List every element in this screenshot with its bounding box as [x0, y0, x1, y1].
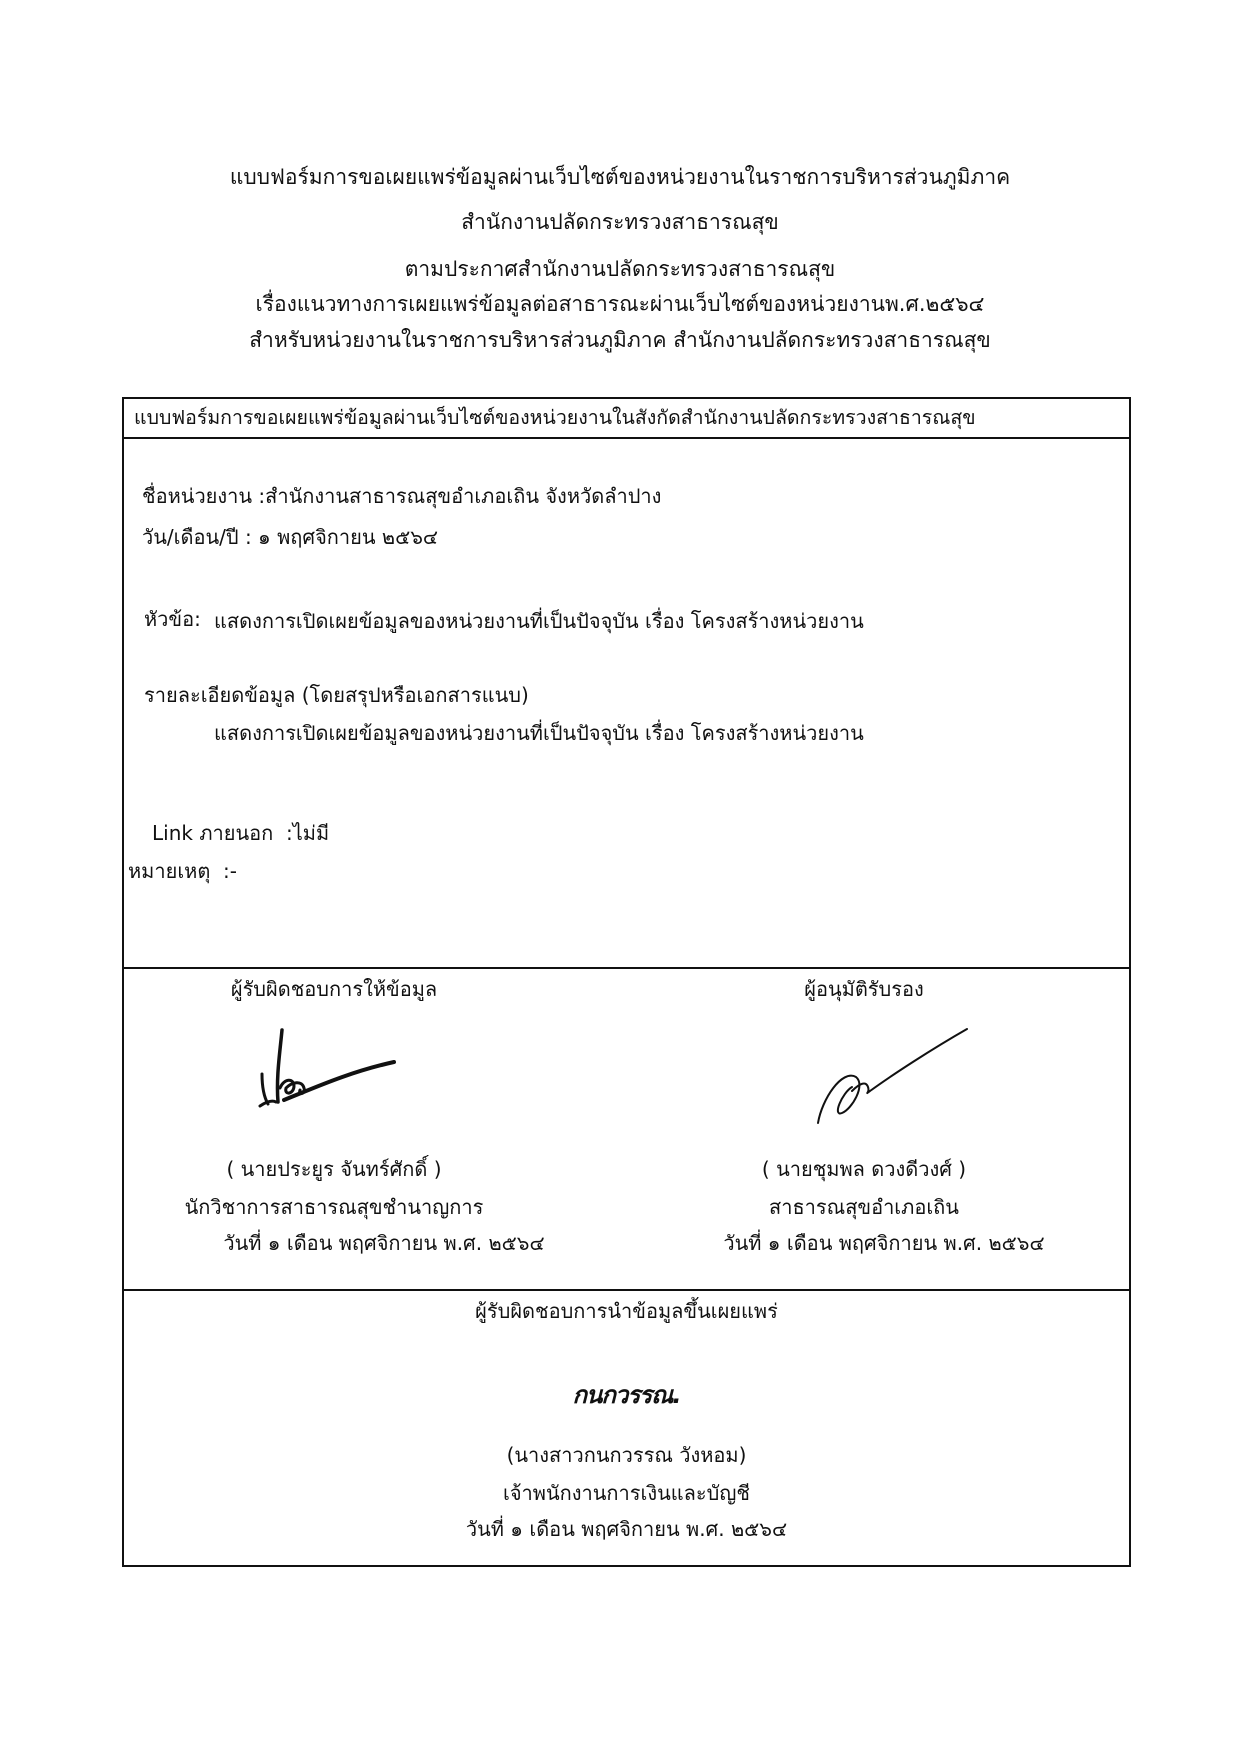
publisher-section	[124, 1289, 1129, 1565]
request-form	[122, 397, 1131, 1567]
signature-section	[124, 967, 1129, 1291]
bottom-signer-position: เจ้าพนักงานการเงินและบัญชี	[503, 1481, 750, 1505]
bottom-signer-date: วันที่ ๑ เดือน พฤศจิกายน พ.ศ. ๒๕๖๔	[465, 1517, 788, 1541]
topic-value: แสดงการเปิดเผยข้อมูลของหน่วยงานที่เป็นปัจจุบัน เรื่อง โครงสร้างหน่วยงาน	[214, 609, 864, 633]
right-signature	[812, 1019, 972, 1133]
right-signer-date: วันที่ ๑ เดือน พฤศจิกายน พ.ศ. ๒๕๖๔	[723, 1231, 1045, 1255]
left-signature	[254, 1022, 404, 1126]
header-line-5: สำหรับหน่วยงานในราชการบริหารส่วนภูมิภาค สำนักงานปลัดกระทรวงสาธารณสุข	[249, 328, 991, 352]
date-value: ๑ พฤศจิกายน ๒๕๖๔	[258, 525, 439, 549]
note-value: :-	[223, 859, 238, 883]
detail-label: รายละเอียดข้อมูล (โดยสรุปหรือเอกสารแนบ)	[144, 683, 529, 707]
bottom-signer-name: (นางสาวกนกวรรณ วังหอม)	[506, 1443, 747, 1467]
header-line-1: แบบฟอร์มการขอเผยแพร่ข้อมูลผ่านเว็บไซต์ของหน่วยงานในราชการบริหารส่วนภูมิภาค	[229, 165, 1011, 189]
right-signer-name: ( นายชุมพล ดวงดีวงศ์ )	[761, 1157, 967, 1181]
date-line	[142, 523, 438, 551]
agency-value: สำนักงานสาธารณสุขอำเภอเถิน จังหวัดลำปาง	[265, 484, 662, 508]
topic-label: หัวข้อ:	[144, 607, 201, 631]
header-line-4: เรื่องแนวทางการเผยแพร่ข้อมูลต่อสาธารณะผ่านเว็บไซต์ของหน่วยงานพ.ศ.๒๕๖๔	[255, 292, 985, 316]
info-section	[124, 437, 1129, 969]
detail-value: แสดงการเปิดเผยข้อมูลของหน่วยงานที่เป็นปัจจุบัน เรื่อง โครงสร้างหน่วยงาน	[214, 721, 864, 745]
note-line	[128, 857, 237, 885]
left-signer-name: ( นายประยูร จันทร์ศักดิ์ )	[226, 1157, 442, 1181]
right-signer-role: ผู้อนุมัติรับรอง	[804, 977, 924, 1001]
note-label: หมายเหตุ	[128, 859, 211, 883]
form-title-row	[124, 399, 1129, 439]
link-line	[152, 819, 329, 847]
right-signer-position: สาธารณสุขอำเภอเถิน	[769, 1195, 959, 1219]
agency-line	[142, 482, 661, 510]
agency-label: ชื่อหน่วยงาน :	[142, 484, 266, 508]
date-label: วัน/เดือน/ปี :	[142, 525, 252, 549]
left-signer-position: นักวิชาการสาธารณสุขชำนาญการ	[184, 1195, 484, 1219]
link-label: Link ภายนอก	[152, 821, 274, 845]
left-signer-role: ผู้รับผิดชอบการให้ข้อมูล	[230, 977, 438, 1001]
form-title: แบบฟอร์มการขอเผยแพร่ข้อมูลผ่านเว็บไซต์ของหน่วยงานในสังกัดสำนักงานปลัดกระทรวงสาธารณสุข	[134, 406, 976, 429]
left-signer-date: วันที่ ๑ เดือน พฤศจิกายน พ.ศ. ๒๕๖๔	[223, 1231, 545, 1255]
header-line-2: สำนักงานปลัดกระทรวงสาธารณสุข	[461, 210, 779, 234]
bottom-signer-role: ผู้รับผิดชอบการนำข้อมูลขึ้นเผยแพร่	[475, 1299, 778, 1323]
header-line-3: ตามประกาศสำนักงานปลัดกระทรวงสาธารณสุข	[404, 257, 836, 281]
link-value: :ไม่มี	[285, 821, 330, 845]
bottom-signature: กนกวรรณ.	[572, 1381, 681, 1409]
